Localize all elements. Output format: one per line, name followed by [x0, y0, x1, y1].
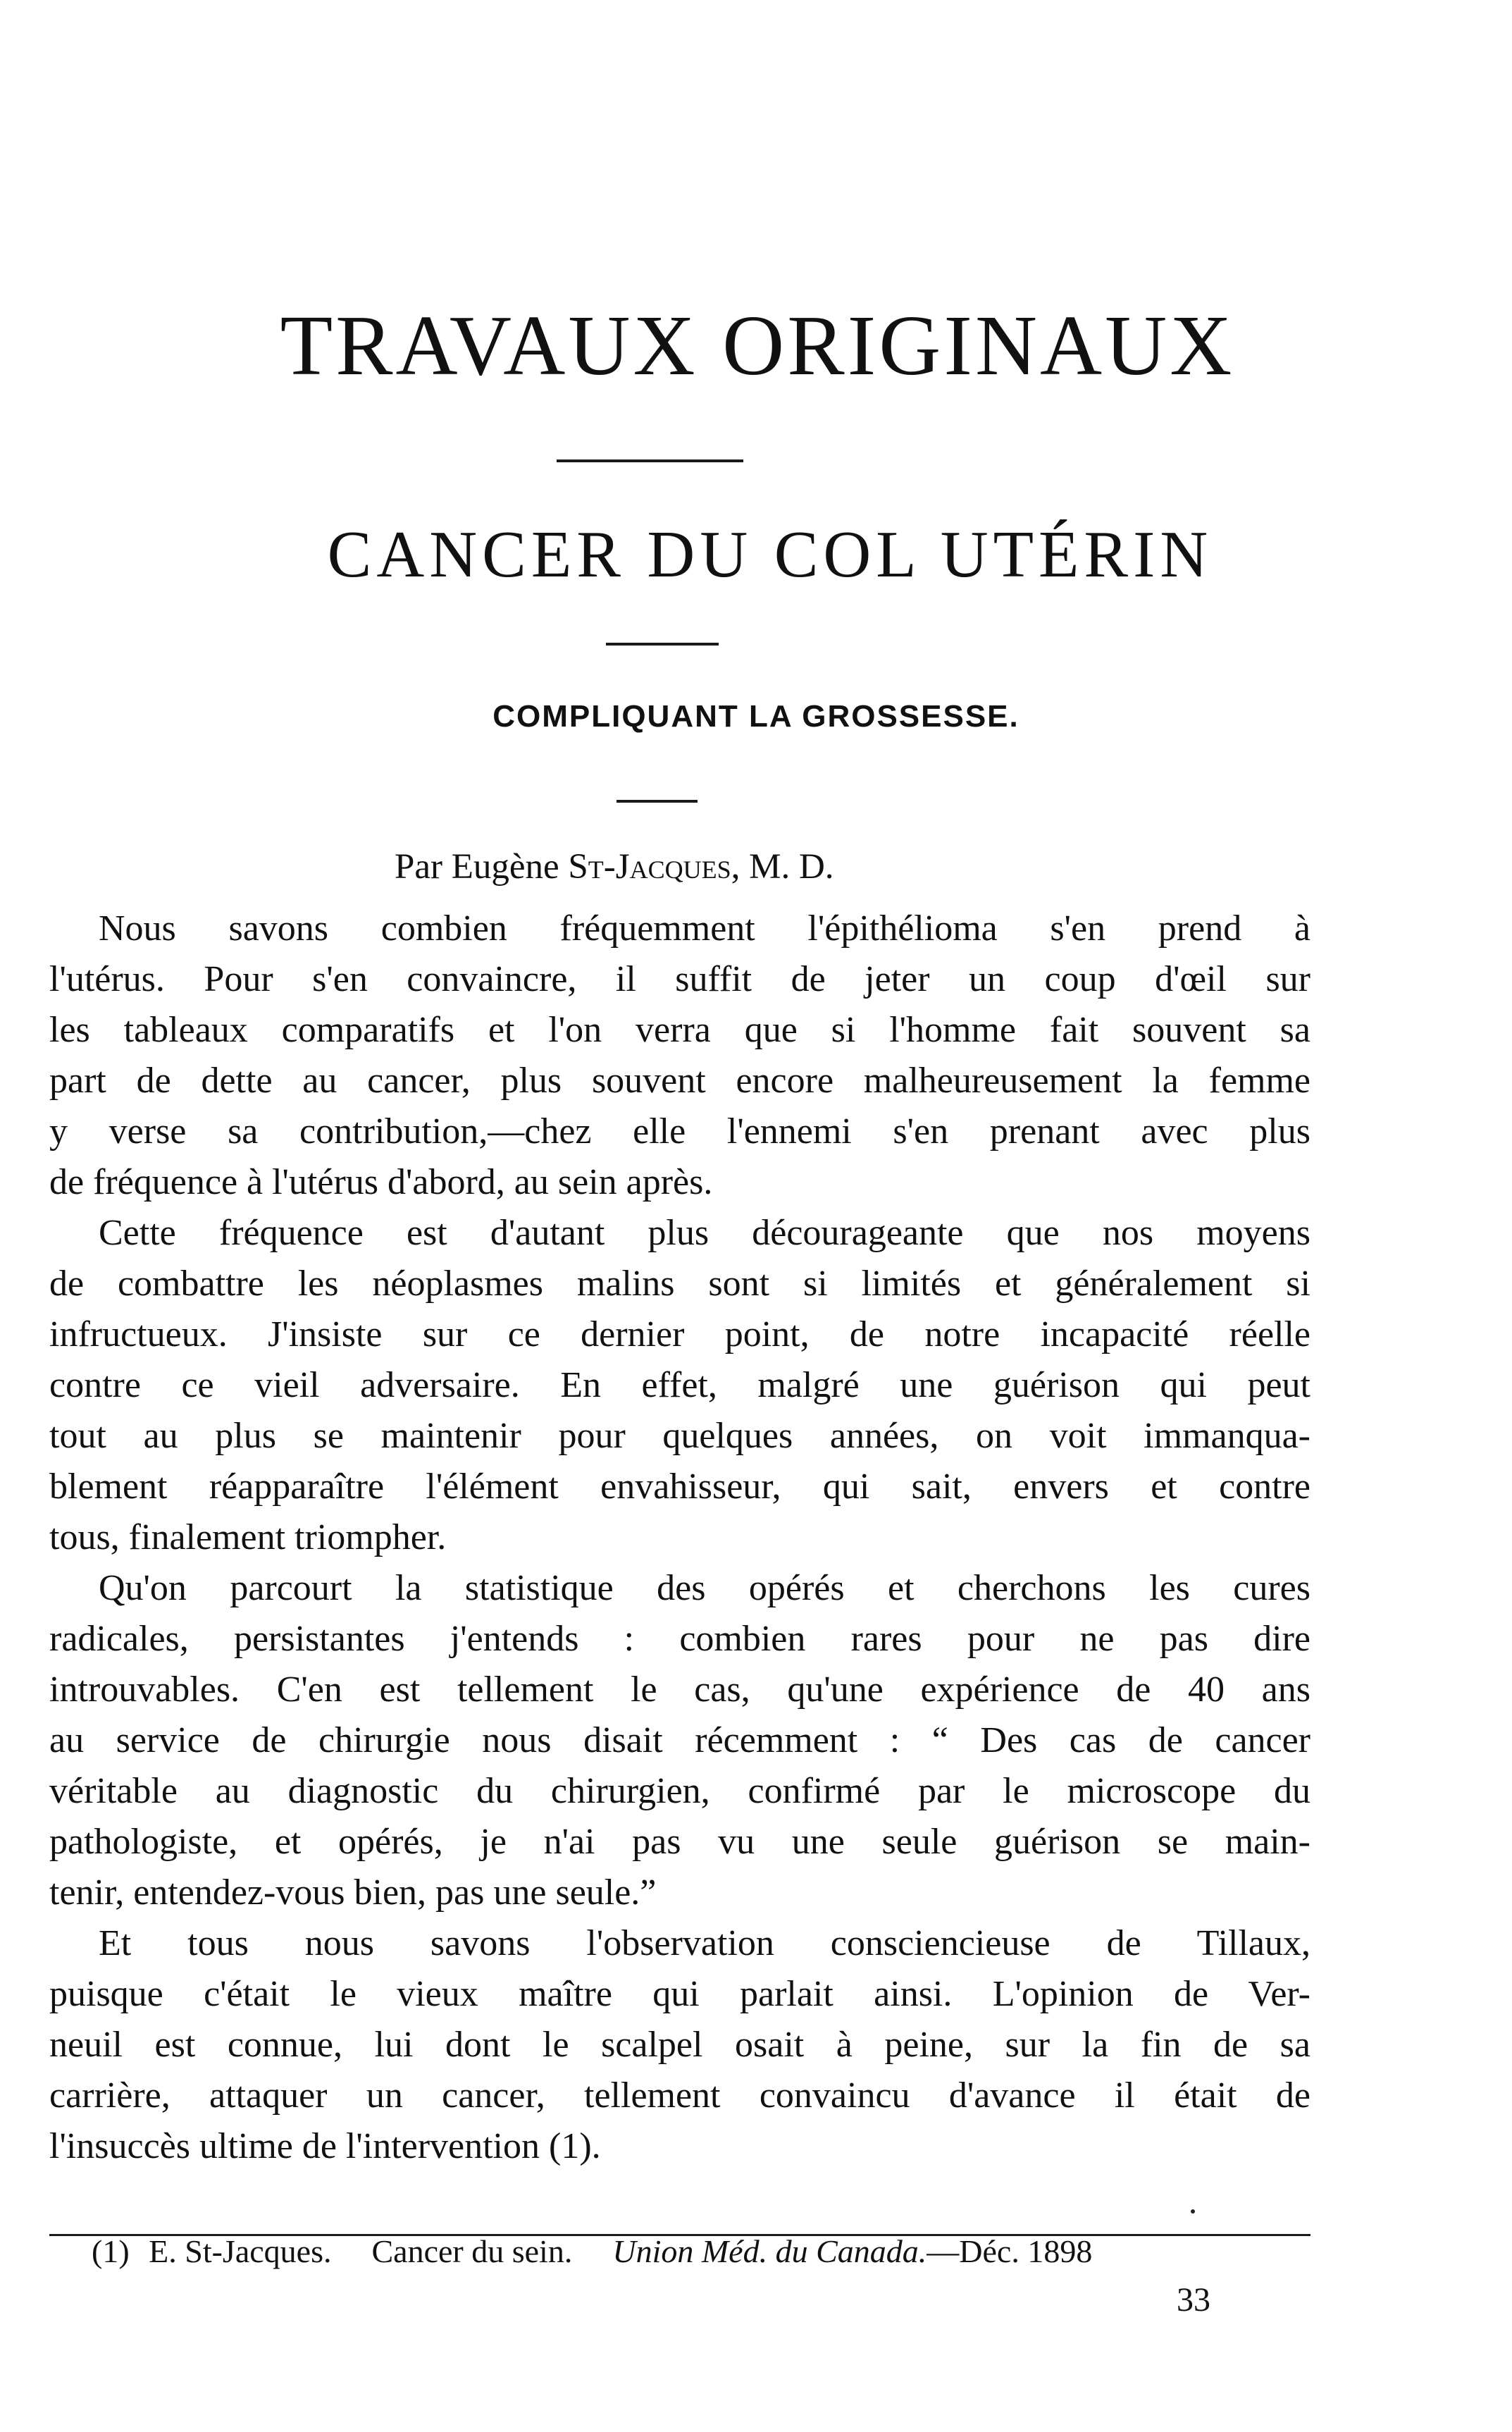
- text-line: puisque c'était le vieux maître qui parlait ainsi. L'opinion de Ver-: [49, 1974, 1310, 2014]
- footnote-journal: Union Méd. du Canada.: [612, 2233, 927, 2269]
- text-line: radicales, persistantes j'entends : combien rares pour ne pas dire: [49, 1619, 1310, 1659]
- section-title: TRAVAUX ORIGINAUX: [280, 298, 1235, 393]
- text-line: de combattre les néoplasmes malins sont si limités et généralement si: [49, 1264, 1310, 1304]
- text-line: pathologiste, et opérés, je n'ai pas vu une seule guérison se main-: [49, 1822, 1310, 1862]
- text-line: carrière, attaquer un cancer, tellement convaincu d'avance il était de: [49, 2075, 1310, 2116]
- footnote-work: Cancer du sein.: [371, 2233, 573, 2269]
- text-line: contre ce vieil adversaire. En effet, malgré une guérison qui peut: [49, 1365, 1310, 1405]
- text-line: neuil est connue, lui dont le scalpel osait à peine, sur la fin de sa: [49, 2025, 1310, 2065]
- text-line: de fréquence à l'utérus d'abord, au sein après.: [49, 1162, 713, 1202]
- footnote-date: —Déc. 1898: [927, 2233, 1093, 2269]
- page-number: 33: [1177, 2281, 1210, 2319]
- article-title: CANCER DU COL UTÉRIN: [327, 518, 1213, 591]
- text-line: les tableaux comparatifs et l'on verra que si l'homme fait souvent sa: [49, 1010, 1310, 1050]
- byline-prefix: Par Eugène: [395, 847, 559, 887]
- text-line: tout au plus se maintenir pour quelques années, on voit immanqua-: [49, 1416, 1310, 1456]
- title-divider: [606, 643, 719, 646]
- text-line: part de dette au cancer, plus souvent encore malheureusement la femme: [49, 1061, 1310, 1101]
- text-line: Qu'on parcourt la statistique des opérés et cherchons les cures: [99, 1568, 1310, 1608]
- text-line: l'insuccès ultime de l'intervention (1).: [49, 2126, 601, 2166]
- byline: [395, 849, 1310, 885]
- footnote: [92, 2235, 1310, 2268]
- text-line: Cette fréquence est d'autant plus décourageante que nos moyens: [99, 1213, 1310, 1253]
- text-line: l'utérus. Pour s'en convaincre, il suffit de jeter un coup d'œil sur: [49, 959, 1310, 999]
- text-line: blement réapparaître l'élément envahisseur, qui sait, envers et contre: [49, 1467, 1310, 1507]
- article-body: [49, 903, 1310, 2172]
- text-line: tenir, entendez-vous bien, pas une seule.”: [49, 1872, 657, 1913]
- text-line: tous, finalement triompher.: [49, 1517, 447, 1557]
- footnote-mark: (1): [92, 2233, 130, 2269]
- text-line: Et tous nous savons l'observation consciencieuse de Tillaux,: [99, 1923, 1310, 1963]
- text-line: introuvables. C'en est tellement le cas, qu'une expérience de 40 ans: [49, 1669, 1310, 1710]
- byline-author: St-Jacques,: [568, 847, 740, 887]
- text-line: y verse sa contribution,—chez elle l'ennemi s'en prenant avec plus: [49, 1111, 1310, 1152]
- text-line: Nous savons combien fréquemment l'épithélioma s'en prend à: [99, 908, 1310, 949]
- text-line: au service de chirurgie nous disait récemment : “ Des cas de cancer: [49, 1720, 1310, 1760]
- byline-suffix: M. D.: [749, 847, 834, 887]
- subtitle-divider: [616, 800, 698, 803]
- text-line: véritable au diagnostic du chirurgien, confirmé par le microscope du: [49, 1771, 1310, 1811]
- footnote-author: E. St-Jacques.: [149, 2233, 332, 2269]
- article-subtitle: COMPLIQUANT LA GROSSESSE.: [492, 699, 1020, 734]
- text-line: infructueux. J'insiste sur ce dernier point, de notre incapacité réelle: [49, 1314, 1310, 1354]
- print-speck: [1191, 2209, 1195, 2214]
- title-divider: [557, 459, 743, 462]
